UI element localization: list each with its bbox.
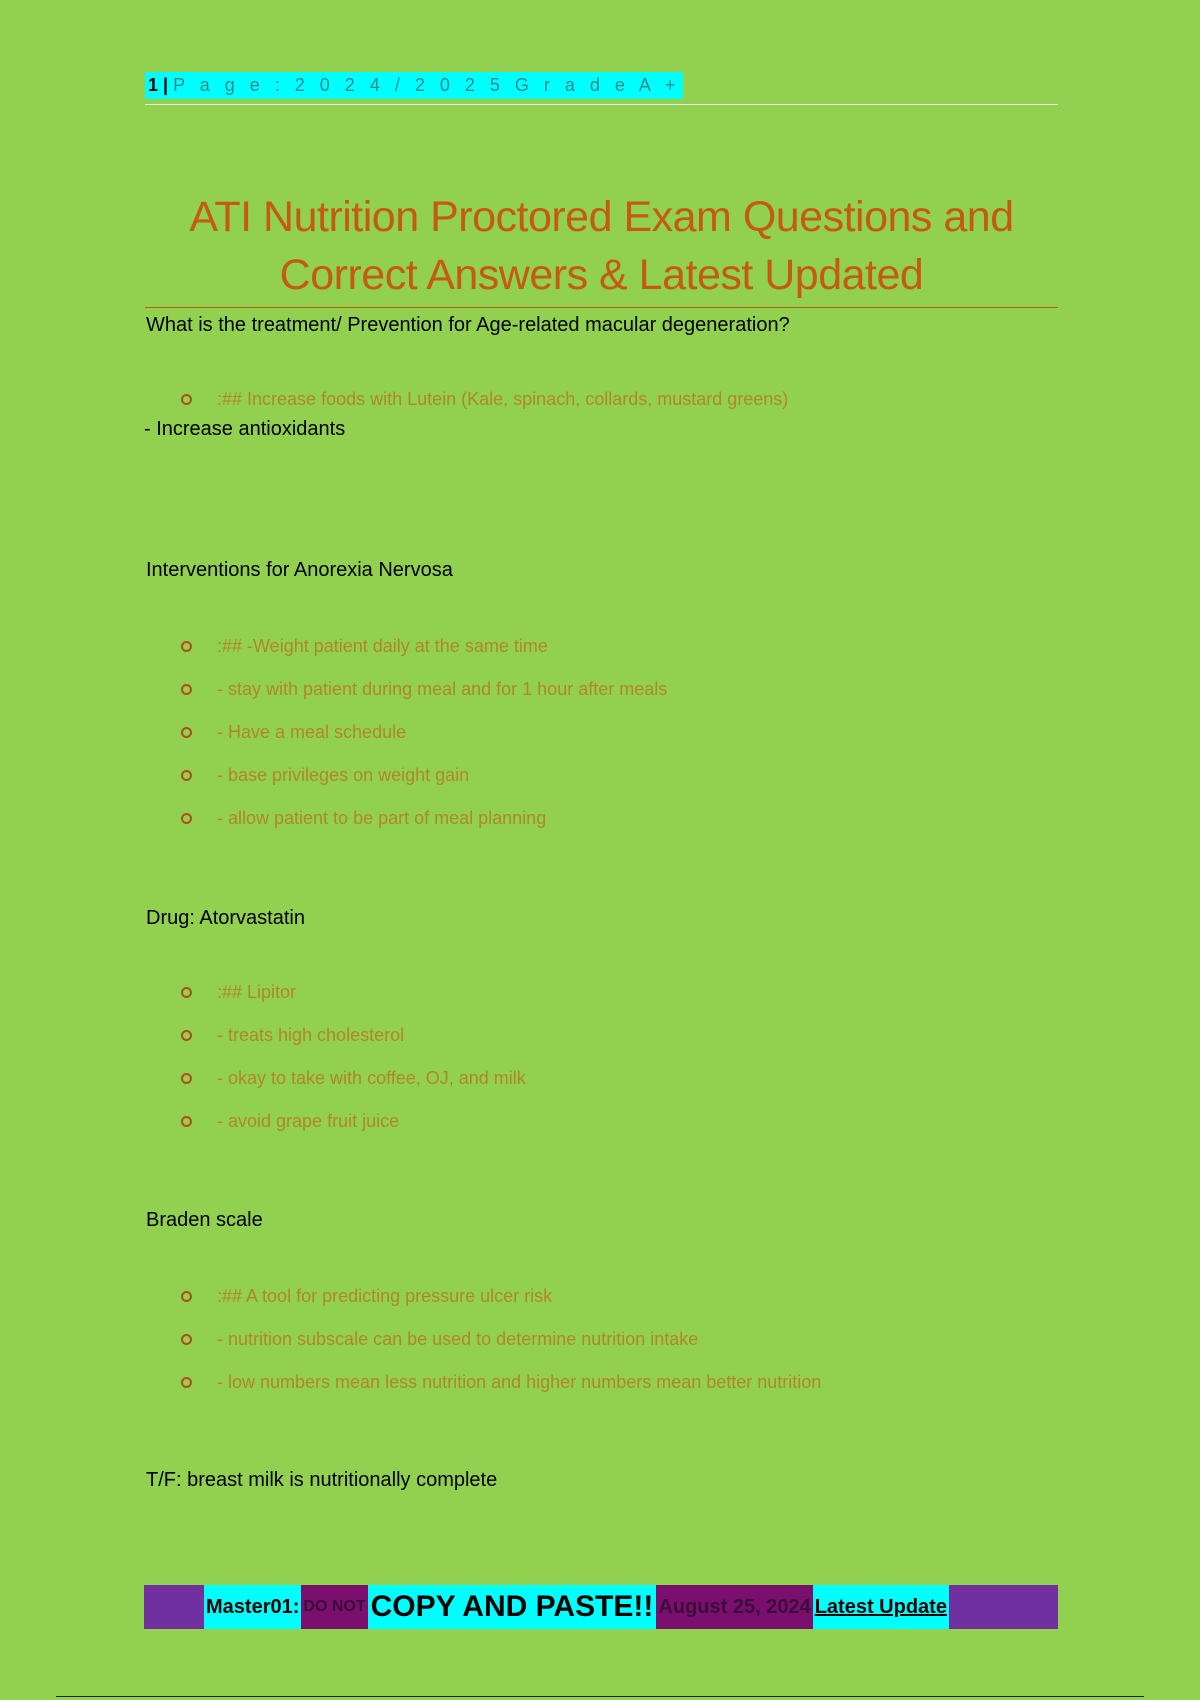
- answer-item: [181, 719, 667, 762]
- circle-bullet-icon: [181, 727, 192, 738]
- answer-text: - base privileges on weight gain: [217, 765, 470, 785]
- answer-item: [181, 1022, 526, 1065]
- question-macular-degeneration: What is the treatment/ Prevention for Age-related macular degeneration?: [146, 314, 790, 336]
- circle-bullet-icon: [181, 684, 192, 695]
- circle-bullet-icon: [181, 1116, 192, 1127]
- answer-item: [181, 1369, 821, 1412]
- document-title-line-2: Correct Answers & Latest Updated: [279, 251, 924, 299]
- footer-author-label: Master01:: [204, 1585, 301, 1629]
- answer-text: - allow patient to be part of meal planning: [217, 808, 547, 828]
- circle-bullet-icon: [181, 1377, 192, 1388]
- page-header-tag: [145, 72, 683, 99]
- answer-text: - stay with patient during meal and for 1 hour after meals: [217, 679, 668, 699]
- circle-bullet-icon: [181, 394, 192, 405]
- answer-item: [181, 1283, 821, 1326]
- answer-list-atorvastatin: [181, 979, 526, 1151]
- circle-bullet-icon: [181, 1291, 192, 1302]
- page-header-text: P a g e : 2 0 2 4 / 2 0 2 5 G r a d e A +: [173, 75, 681, 95]
- circle-bullet-icon: [181, 770, 192, 781]
- footer-update-label: Latest Update: [813, 1585, 949, 1629]
- answer-text: - okay to take with coffee, OJ, and milk: [217, 1068, 526, 1088]
- answer-item: [181, 1065, 526, 1108]
- circle-bullet-icon: [181, 987, 192, 998]
- document-title-line-1: ATI Nutrition Proctored Exam Questions and: [189, 193, 1014, 241]
- footer-warning-main: COPY AND PASTE!!: [368, 1585, 657, 1629]
- answer-list-anorexia: [181, 633, 667, 848]
- footer-banner: [144, 1585, 1058, 1629]
- page-bottom-rule: [56, 1696, 1144, 1697]
- answer-text: - avoid grape fruit juice: [217, 1111, 400, 1131]
- answer-item: [181, 1326, 821, 1369]
- answer-text: - low numbers mean less nutrition and higher numbers mean better nutrition: [217, 1372, 822, 1392]
- answer-text: :## Increase foods with Lutein (Kale, spinach, collards, mustard greens): [217, 389, 789, 409]
- answer-item: [181, 762, 667, 805]
- question-braden-scale: Braden scale: [146, 1209, 263, 1231]
- footer-date: August 25, 2024: [656, 1585, 812, 1629]
- question-breast-milk: T/F: breast milk is nutritionally complete: [146, 1469, 498, 1491]
- question-atorvastatin: Drug: Atorvastatin: [146, 907, 305, 929]
- answer-item: [181, 805, 667, 848]
- title-divider: [145, 307, 1058, 308]
- answer-item: [181, 1108, 526, 1151]
- circle-bullet-icon: [181, 641, 192, 652]
- answer-text: :## Lipitor: [217, 982, 297, 1002]
- answer-item: [181, 979, 526, 1022]
- answer-text: :## -Weight patient daily at the same time: [217, 636, 548, 656]
- page-header: [145, 72, 1058, 105]
- answer-item: [181, 633, 667, 676]
- footer-banner-text: [204, 1585, 949, 1629]
- page-header-separator: |: [163, 75, 174, 95]
- page-number: 1: [148, 75, 164, 95]
- answer-list-braden-scale: [181, 1283, 821, 1412]
- footer-warning-prefix: DO NOT: [301, 1585, 367, 1629]
- answer-extra-line: - Increase antioxidants: [144, 418, 346, 440]
- answer-text: - Have a meal schedule: [217, 722, 407, 742]
- circle-bullet-icon: [181, 1073, 192, 1084]
- circle-bullet-icon: [181, 1334, 192, 1345]
- circle-bullet-icon: [181, 813, 192, 824]
- answer-text: - treats high cholesterol: [217, 1025, 405, 1045]
- answer-text: - nutrition subscale can be used to determine nutrition intake: [217, 1329, 699, 1349]
- answer-item: [181, 676, 667, 719]
- document-title: [145, 188, 1058, 304]
- circle-bullet-icon: [181, 1030, 192, 1041]
- answer-text: :## A tool for predicting pressure ulcer risk: [217, 1286, 553, 1306]
- question-anorexia-interventions: Interventions for Anorexia Nervosa: [146, 559, 453, 581]
